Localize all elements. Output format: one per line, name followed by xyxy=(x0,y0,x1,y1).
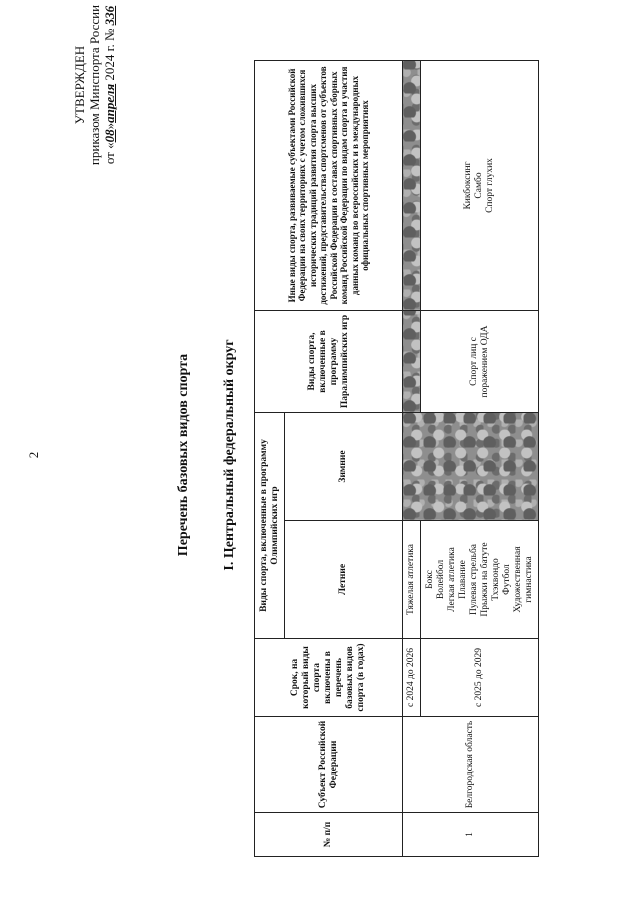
sports-table xyxy=(254,60,539,857)
date-prefix: от « xyxy=(102,142,117,165)
approval-order-line: приказом Минспорта России xyxy=(87,4,102,166)
date-month: апреля xyxy=(102,83,117,123)
header-olympic-group: Виды спорта, включенные в программу Олимпийских игр xyxy=(255,413,285,639)
sport-item: Плавание xyxy=(457,560,468,599)
row-other-a-shaded xyxy=(403,61,421,311)
sport-item: Бокс xyxy=(424,570,435,589)
row-num: 1 xyxy=(403,813,539,857)
row-winter-shaded xyxy=(403,413,539,521)
sport-item: Футбол xyxy=(501,564,512,595)
row-summer-b xyxy=(421,521,539,639)
date-year: 2024 xyxy=(102,54,117,81)
sport-item: Волейбол xyxy=(435,559,446,600)
page-number: 2 xyxy=(26,451,41,459)
table-row xyxy=(403,61,421,857)
row-other-b xyxy=(421,61,539,311)
row-term-a: с 2024 до 2026 xyxy=(403,639,421,717)
date-day: 08 xyxy=(102,129,117,143)
header-num: № п/п xyxy=(255,813,403,857)
sport-item: Прыжки на батуте xyxy=(479,542,490,617)
sport-item: Тяжелая атлетика xyxy=(406,544,416,615)
approval-stamp xyxy=(72,0,117,170)
row-summer-a xyxy=(403,521,421,639)
sport-item: Спорт глухих xyxy=(485,158,495,213)
sport-item: Тхэквондо xyxy=(490,558,501,601)
header-summer: Летние xyxy=(285,521,403,639)
sport-item: Художественная гимнастика xyxy=(512,546,534,613)
header-subject: Субъект Российской Федерации xyxy=(255,717,403,813)
row-paralympic-b xyxy=(421,311,539,413)
row-paralympic-a-shaded xyxy=(403,311,421,413)
date-suffix: г. № xyxy=(102,28,117,55)
document-title: Перечень базовых видов спорта xyxy=(176,353,191,557)
header-winter: Зимние xyxy=(285,413,403,521)
approval-date-line xyxy=(102,0,117,170)
header-term: Срок, на который виды спорта включены в перечень базовых видов спорта (в годах) xyxy=(255,639,403,717)
sport-item: Легкая атлетика xyxy=(446,547,457,612)
row-term-b: с 2025 до 2029 xyxy=(421,639,539,717)
sport-item: Кикбоксинг xyxy=(463,161,473,210)
sport-item: Пулевая стрельба xyxy=(468,543,479,616)
row-subject: Белгородская область xyxy=(403,717,539,813)
header-paralympic: Виды спорта, включенные в программу Паралимпийских игр xyxy=(255,311,403,413)
sport-item: Самбо xyxy=(474,172,484,199)
approval-title: УТВЕРЖДЕН xyxy=(72,45,87,125)
order-number: 336 xyxy=(102,5,117,26)
district-title: I. Центральный федеральный округ xyxy=(222,339,237,571)
header-other: Иные виды спорта, развиваемые субъектами Российской Федерации на своих территориях с учетом сложившихся исторических традиций развития спорта высших достижений, представительства спортсменов от субъектов Российской Федерации в составах спортивных сборных команд Российской Федерации по видам спорта и участия данных команд во всероссийских и в международных официальных спортивных мероприятиях xyxy=(255,61,403,311)
sport-item: Спорт лиц с поражением ОДА xyxy=(468,325,490,398)
date-mid: » xyxy=(102,122,117,130)
